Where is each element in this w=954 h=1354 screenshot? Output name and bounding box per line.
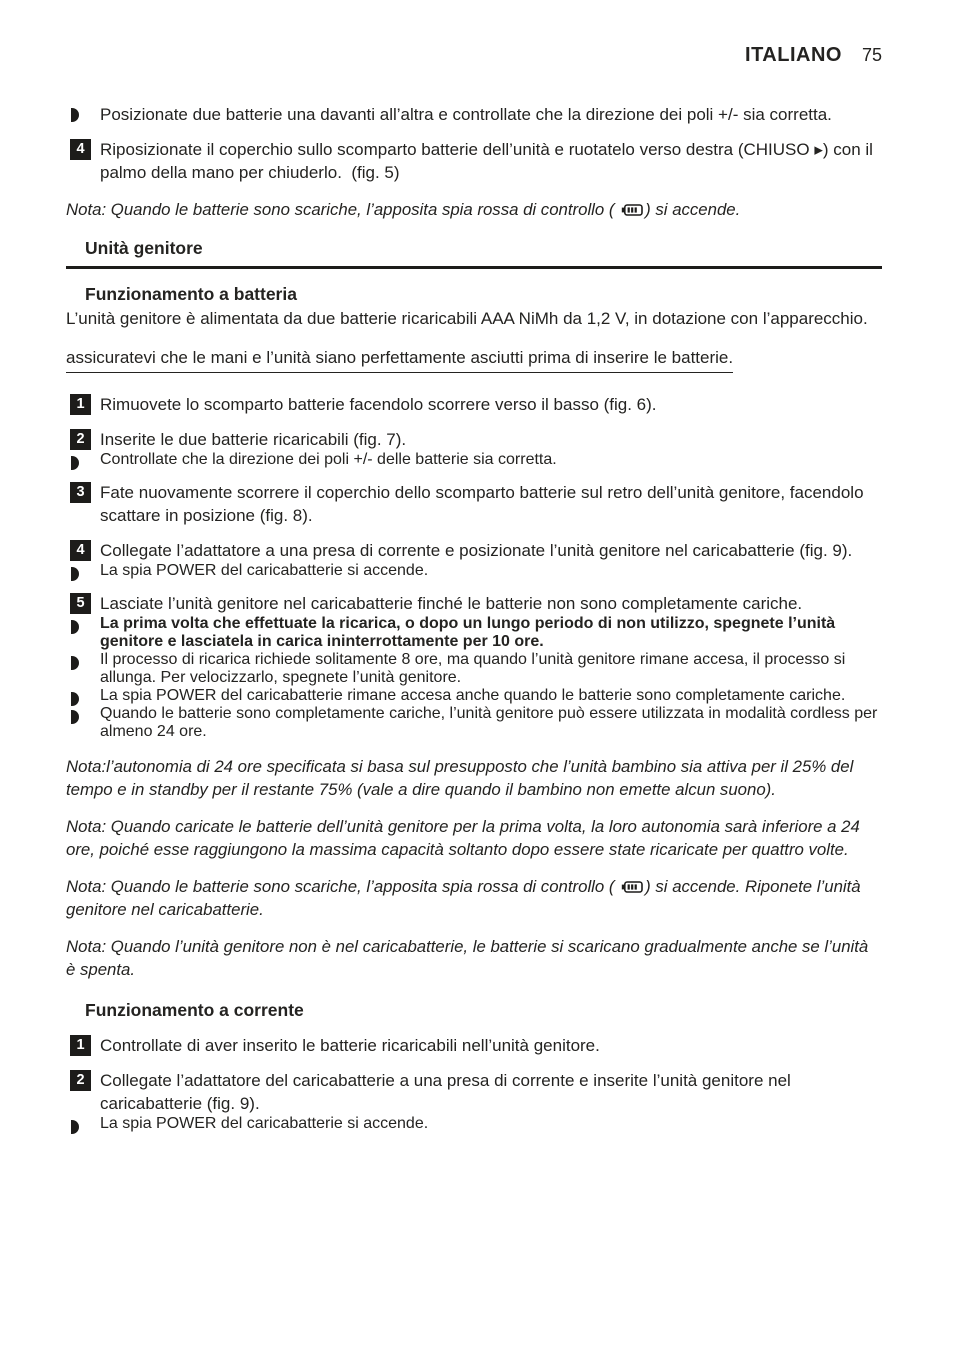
bullet-text: Il processo di ricarica richiede solitamente 8 ore, ma quando l’unità genitore rimane accesa, il processo si allunga. Per velocizzarlo, spegnete l’unità genitore. [100, 651, 846, 686]
step-number-badge: 5 [70, 593, 91, 614]
bullet-item-bold [66, 615, 882, 651]
step-item [66, 1034, 882, 1057]
bullet-icon [71, 1120, 79, 1134]
step-number-badge: 1 [70, 394, 91, 415]
note-text: ) si accende. Riponete l’unità genitore nel caricabatterie. [66, 877, 861, 919]
note: Nota: Quando l’unità genitore non è nel caricabatterie, le batterie si scaricano gradualmente anche se l’unità è spenta. [66, 937, 869, 979]
bullet-icon [71, 620, 79, 634]
paragraph: L’unità genitore è alimentata da due batterie ricaricabili AAA NiMh da 1,2 V, in dotazione con l’apparecchio. [66, 309, 868, 328]
note-text: Nota: Quando le batterie sono scariche, l’apposita spia rossa di controllo ( [66, 877, 620, 896]
step-item [66, 428, 882, 451]
step-item [66, 1069, 882, 1115]
bullet-item [66, 705, 882, 741]
bullet-text: La spia POWER del caricabatterie rimane accesa anche quando le batterie sono completamente cariche. [100, 687, 846, 704]
language-label: ITALIANO [745, 44, 842, 66]
bullet-text: Controllate che la direzione dei poli +/- delle batterie sia corretta. [100, 451, 557, 468]
step-item [66, 138, 882, 184]
step-text: Collegate l’adattatore del caricabatterie a una presa di corrente e inserite l’unità genitore nel caricabatterie (fig. 9). [100, 1071, 791, 1113]
note [66, 875, 882, 921]
battery-indicator-icon [621, 204, 643, 216]
bullet-item [66, 562, 882, 580]
bullet-text: La spia POWER del caricabatterie si accende. [100, 1115, 429, 1132]
page-number: 75 [861, 45, 882, 65]
step-text: Fate nuovamente scorrere il coperchio dello scomparto batterie sul retro dell’unità genitore, facendolo scattare in posizione (fig. 8). [100, 483, 864, 525]
note [66, 198, 882, 221]
page-header [66, 44, 882, 67]
bullet-icon [71, 692, 79, 706]
note-text: Nota: Quando le batterie sono scariche, l’apposita spia rossa di controllo ( [66, 200, 620, 219]
step-text: Riposizionate il coperchio sullo scomparto batterie dell’unità e ruotatelo verso destra (CHIUSO ▸) con il palmo della mano per chiuderlo. (fig. 5) [100, 140, 873, 182]
step-number-badge: 4 [70, 139, 91, 160]
bullet-icon [71, 456, 79, 470]
bullet-text: La prima volta che effettuate la ricarica, o dopo un lungo periodo di non utilizzo, spegnete l’unità genitore e lasciatela in carica ininterrottamente per 10 ore. [100, 615, 836, 650]
step-text: Controllate di aver inserito le batterie ricaricabili nell’unità genitore. [100, 1036, 600, 1055]
section-heading: Unità genitore [66, 237, 882, 269]
bullet-item [66, 103, 882, 126]
step-text: Lasciate l’unità genitore nel caricabatterie finché le batterie non sono completamente cariche. [100, 594, 803, 613]
step-text: Inserite le due batterie ricaricabili (fig. 7). [100, 430, 407, 449]
step-number-badge: 1 [70, 1035, 91, 1056]
step-item [66, 393, 882, 416]
step-item [66, 592, 882, 615]
bullet-item [66, 651, 882, 687]
bullet-item [66, 687, 882, 705]
bullet-icon [71, 567, 79, 581]
bullet-icon [71, 656, 79, 670]
step-item [66, 539, 882, 562]
bullet-icon [71, 710, 79, 724]
subsection-heading: Funzionamento a corrente [85, 1000, 304, 1020]
step-number-badge: 2 [70, 1070, 91, 1091]
note: Nota: Quando caricate le batterie dell’unità genitore per la prima volta, la loro autonomia sarà inferiore a 24 ore, poiché esse raggiungono la massima capacità soltanto dopo essere state ricaricate per quattro volte. [66, 817, 860, 859]
bullet-item [66, 1115, 882, 1133]
subsection-heading: Funzionamento a batteria [85, 284, 297, 304]
bullet-icon [71, 108, 79, 122]
step-number-badge: 2 [70, 429, 91, 450]
step-number-badge: 4 [70, 540, 91, 561]
bullet-text: La spia POWER del caricabatterie si accende. [100, 562, 429, 579]
battery-indicator-icon [621, 881, 643, 893]
step-item [66, 481, 882, 527]
bullet-text: Quando le batterie sono completamente cariche, l’unità genitore può essere utilizzata in modalità cordless per almeno 24 ore. [100, 705, 878, 740]
bullet-item [66, 451, 882, 469]
step-number-badge: 3 [70, 482, 91, 503]
step-text: Rimuovete lo scomparto batterie facendolo scorrere verso il basso (fig. 6). [100, 395, 657, 414]
note-text: ) si accende. [645, 200, 741, 219]
bullet-text: Posizionate due batterie una davanti all’altra e controllate che la direzione dei poli +/- sia corretta. [100, 105, 832, 124]
manual-page [66, 44, 882, 1133]
warning-underlined-text: assicuratevi che le mani e l’unità siano perfettamente asciutti prima di inserire le batterie. [66, 346, 882, 369]
step-text: Collegate l’adattatore a una presa di corrente e posizionate l’unità genitore nel caricabatterie (fig. 9). [100, 541, 853, 560]
note: Nota:l’autonomia di 24 ore specificata si basa sul presupposto che l’unità bambino sia attiva per il 25% del tempo e in standby per il restante 75% (vale a dire quando il bambino non emette alcun suono). [66, 757, 854, 799]
